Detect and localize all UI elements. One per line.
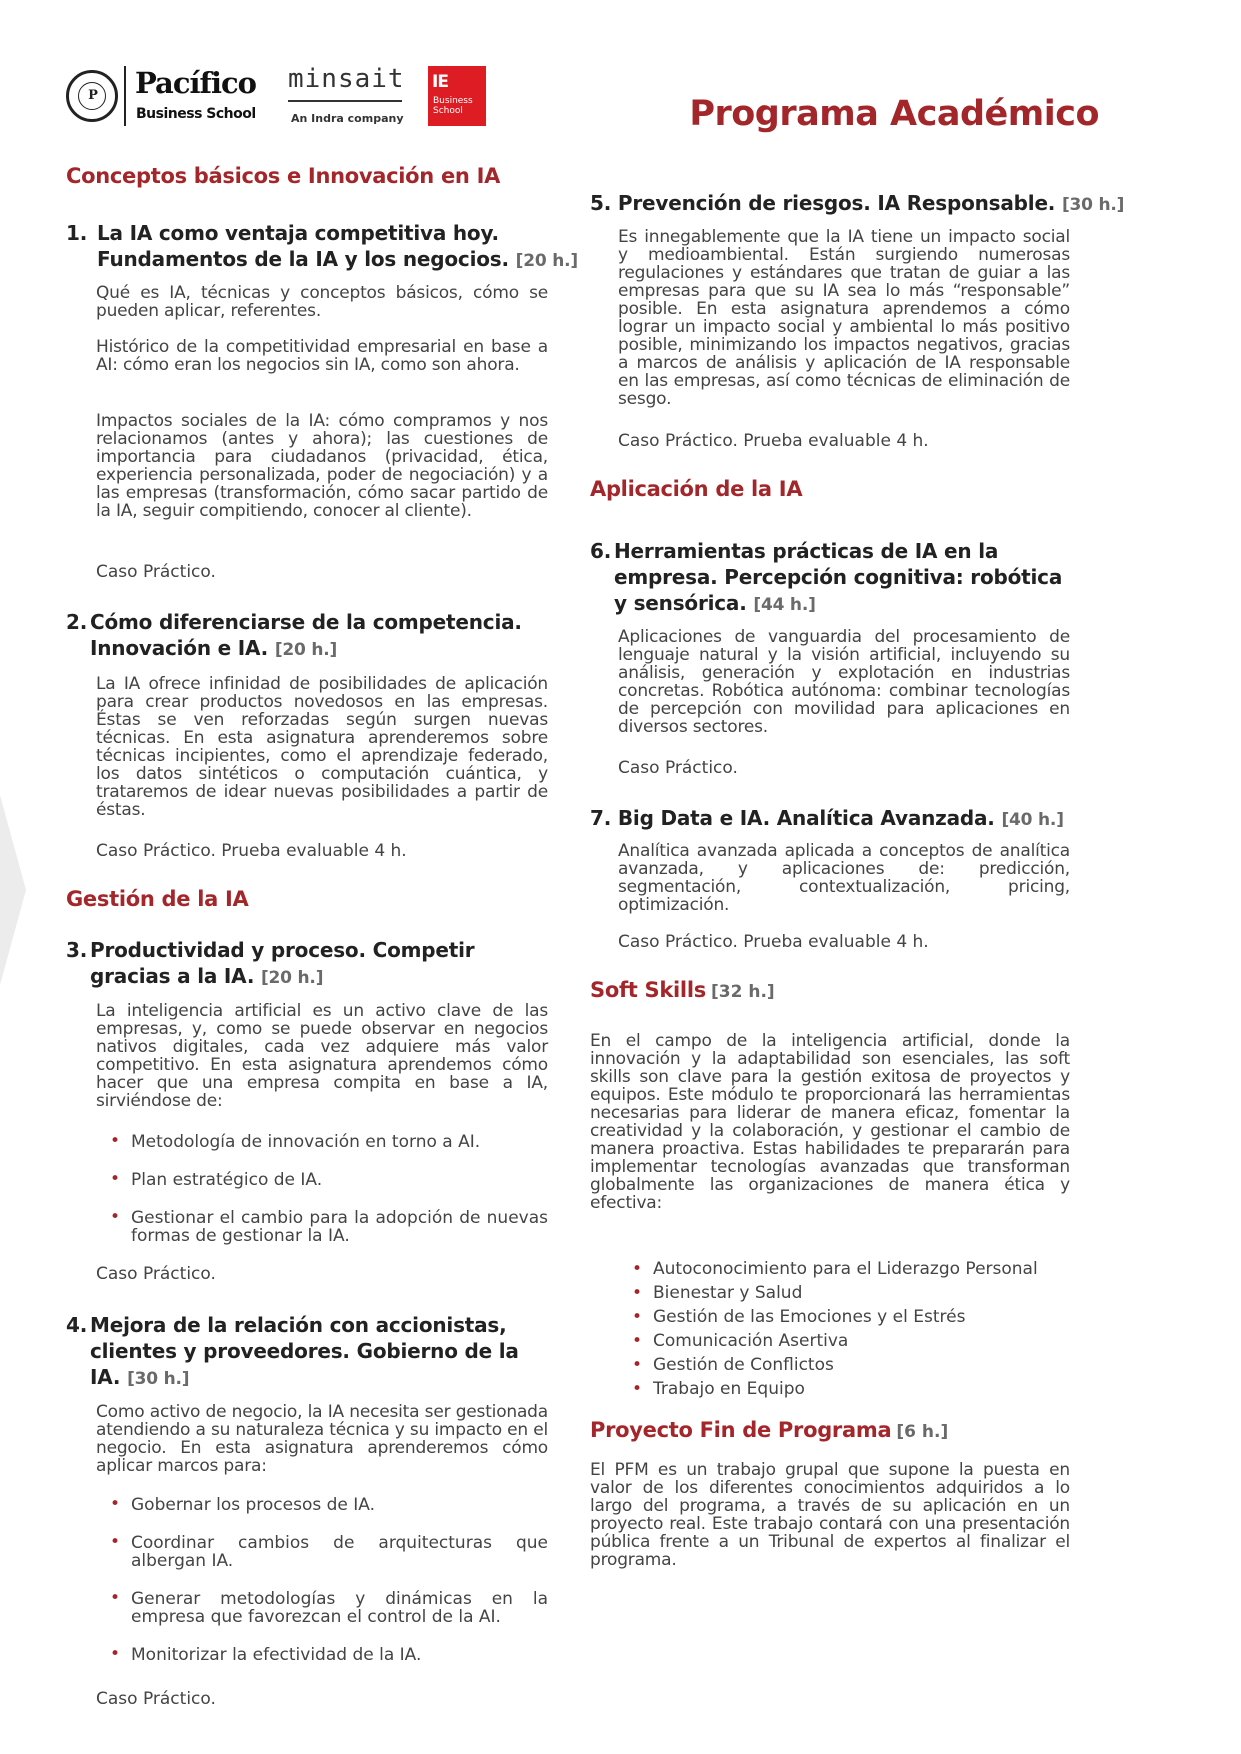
list-item: • Comunicación Asertiva — [632, 1331, 849, 1351]
module-title-line: La IA como ventaja competitiva hoy. — [97, 221, 499, 245]
module-bullet-list — [96, 1133, 548, 1245]
list-item: • Generar metodologías y dinámicas en la empresa que favorezcan el control de la AI. — [110, 1588, 548, 1627]
module-number: 7. — [590, 806, 612, 830]
module-heading-4 — [66, 1312, 586, 1392]
module-heading-5 — [590, 190, 1150, 218]
module-hours: [32 h.] — [711, 982, 775, 1002]
case-label: Caso Práctico. — [618, 758, 738, 778]
module-title-line: y sensórica. — [614, 591, 747, 615]
module-paragraph: Impactos sociales de la IA: cómo compramos y nos relacionamos (antes y ahora); las cuestiones de importancia para ciudadanos (privacidad, ética, experiencia personalizada, poder de negociación) y a las empresas (transformación, cómo sacar partido de la IA, seguir compitiendo, conocer al cliente). — [96, 411, 548, 521]
module-heading-6 — [590, 538, 1150, 618]
list-item: • Autoconocimiento para el Liderazgo Personal — [632, 1259, 1038, 1279]
module-heading-1 — [66, 220, 586, 274]
module-title-line: Cómo diferenciarse de la competencia. — [90, 610, 522, 634]
module-hours: [6 h.] — [896, 1422, 949, 1442]
case-label: Caso Práctico. — [96, 562, 216, 582]
module-paragraph: Qué es IA, técnicas y conceptos básicos, cómo se pueden aplicar, referentes. — [96, 283, 548, 321]
ie-logo-name: IE — [432, 72, 448, 92]
list-item: • Gobernar los procesos de IA. — [110, 1494, 376, 1515]
module-title-line: IA. — [90, 1365, 121, 1389]
ie-logo-sub: Business School — [433, 96, 473, 116]
module-hours: [20 h.] — [274, 640, 338, 660]
case-label: Caso Práctico. — [96, 1689, 216, 1709]
module-number: 2. — [66, 610, 88, 634]
list-item: • Trabajo en Equipo — [632, 1379, 805, 1399]
minsait-logo-rule — [288, 100, 402, 102]
pacifico-seal-logo — [66, 70, 118, 122]
minsait-logo-sub: An Indra company — [291, 112, 404, 125]
list-item: • Plan estratégico de IA. — [110, 1169, 323, 1190]
module-paragraph: Como activo de negocio, la IA necesita ser gestionada atendiendo a su naturaleza técnica y su impacto en el negocio. En esta asignatura aprenderemos cómo aplicar marcos para: — [96, 1402, 548, 1476]
module-paragraph: La IA ofrece infinidad de posibilidades de aplicación para crear productos novedosos en las empresas. Éstas se ven reforzadas según surgen nuevas técnicas. En esta asignatura aprenderemos sobre técnicas incipientes, como el aprendizaje federado, los datos sintéticos o computación cuántica, y trataremos de idear nuevas posibilidades a partir de éstas. — [96, 674, 548, 820]
page-title: Programa Académico — [689, 94, 1099, 134]
module-title-line: Productividad y proceso. Competir — [90, 938, 475, 962]
case-label: Caso Práctico. Prueba evaluable 4 h. — [96, 841, 407, 861]
module-title-line: Herramientas prácticas de IA en la — [614, 539, 999, 563]
list-item: • Gestión de las Emociones y el Estrés — [632, 1307, 966, 1327]
list-item: • Monitorizar la efectividad de la IA. — [110, 1644, 422, 1665]
module-hours: [40 h.] — [1001, 810, 1064, 830]
module-paragraph: Histórico de la competitividad empresarial en base a AI: cómo eran los negocios sin IA, como son ahora. — [96, 337, 548, 375]
ie-logo — [428, 66, 486, 126]
list-item: • Coordinar cambios de arquitecturas que albergan IA. — [110, 1532, 548, 1571]
module-paragraph: Es innegablemente que la IA tiene un impacto social y medioambiental. Están surgiendo numerosas regulaciones y estándares que tratan de guiar a las empresas para que su IA sea lo más “responsable” posible. En esta asignatura aprendemos a cómo lograr un impacto social y ambiental lo más positivo posible, minimizando los impactos negativos, gracias a marcos de análisis y aplicación de IA responsable en las empresas, así como técnicas de eliminación de sesgo. — [618, 227, 1070, 409]
pfm-heading — [590, 1418, 948, 1442]
section-title-conceptos: Conceptos básicos e Innovación en IA — [66, 164, 501, 188]
module-title-line: Big Data e IA. Analítica Avanzada. — [617, 806, 995, 830]
module-title-line: Innovación e IA. — [90, 636, 269, 660]
module-number: 5. — [590, 191, 612, 215]
pacifico-logo-sub: Business School — [136, 106, 256, 122]
module-title-line: Mejora de la relación con accionistas, — [90, 1313, 507, 1337]
module-number: 6. — [590, 539, 612, 563]
module-heading-3 — [66, 937, 586, 991]
module-hours: [30 h.] — [127, 1369, 190, 1389]
list-item: • Gestión de Conflictos — [632, 1355, 834, 1375]
module-paragraph: La inteligencia artificial es un activo clave de las empresas, y, como se puede observar en negocios nativos digitales, cada vez adquiere más valor competitivo. En esta asignatura aprendemos cómo hacer que una empresa compita en base a IA, sirviéndose de: — [96, 1001, 548, 1111]
module-paragraph: El PFM es un trabajo grupal que supone la puesta en valor de los diferentes conocimientos adquiridos a lo largo del programa, a través de su aplicación en un proyecto real. Este trabajo contará con una presentación pública frente a un Tribunal de expertos al finalizar el programa. — [590, 1460, 1070, 1570]
case-label: Caso Práctico. Prueba evaluable 4 h. — [618, 932, 929, 952]
section-title-pfm: Proyecto Fin de Programa — [590, 1418, 892, 1442]
module-heading-7 — [590, 805, 1150, 833]
case-label: Caso Práctico. — [96, 1264, 216, 1284]
module-heading-2 — [66, 609, 586, 663]
module-number: 3. — [66, 938, 88, 962]
section-title-gestion: Gestión de la IA — [66, 887, 249, 911]
module-title-line: clientes y proveedores. Gobierno de la — [90, 1339, 519, 1363]
module-paragraph: En el campo de la inteligencia artificial, donde la innovación y la adaptabilidad son esenciales, las soft skills son clave para la gestión exitosa de proyectos y equipos. Este módulo te proporcionará las herramientas necesarias para liderar de manera eficaz, fomentar la creatividad y la colaboración, y gestionar el cambio de manera proactiva. Estas habilidades te prepararán para implementar tecnologías avanzadas que transforman globalmente las organizaciones de manera ética y efectiva: — [590, 1031, 1070, 1213]
side-decoration — [0, 795, 26, 985]
module-paragraph: Aplicaciones de vanguardia del procesamiento de lenguaje natural y la visión artificial, incluyendo su análisis, generación y explotación en industrias concretas. Robótica autónoma: combinar tecnologías de percepción con movilidad para aplicaciones en diversos sectores. — [618, 627, 1070, 737]
list-item: • Metodología de innovación en torno a AI. — [110, 1131, 481, 1152]
logo-divider — [124, 66, 126, 126]
module-title-line: gracias a la IA. — [90, 964, 255, 988]
module-title-line: empresa. Percepción cognitiva: robótica — [614, 565, 1063, 589]
module-number: 4. — [66, 1313, 88, 1337]
pacifico-logo-name: Pacífico — [135, 66, 256, 100]
soft-skills-heading — [590, 978, 775, 1002]
module-paragraph: Analítica avanzada aplicada a conceptos de analítica avanzada, y aplicaciones de: predicción, segmentación, contextualización, pricing, optimización. — [618, 841, 1070, 915]
module-hours: [30 h.] — [1061, 195, 1125, 215]
module-bullet-list — [96, 1496, 548, 1664]
module-hours: [44 h.] — [753, 595, 816, 615]
module-number: 1. — [66, 221, 88, 245]
section-title-soft-skills: Soft Skills — [590, 978, 706, 1002]
case-label: Caso Práctico. Prueba evaluable 4 h. — [618, 431, 929, 451]
section-title-aplicacion: Aplicación de la IA — [590, 477, 803, 501]
module-title-line: Fundamentos de la IA y los negocios. — [97, 247, 509, 271]
soft-skills-list — [618, 1257, 1078, 1401]
list-item: • Gestionar el cambio para la adopción de nuevas formas de gestionar la IA. — [110, 1207, 548, 1246]
list-item: • Bienestar y Salud — [632, 1283, 803, 1303]
seal-mark: P — [88, 88, 98, 103]
module-hours: [20 h.] — [515, 251, 578, 271]
module-title-line: Prevención de riesgos. IA Responsable. — [617, 191, 1056, 215]
module-hours: [20 h.] — [260, 968, 324, 988]
minsait-logo: minsait — [288, 64, 405, 94]
